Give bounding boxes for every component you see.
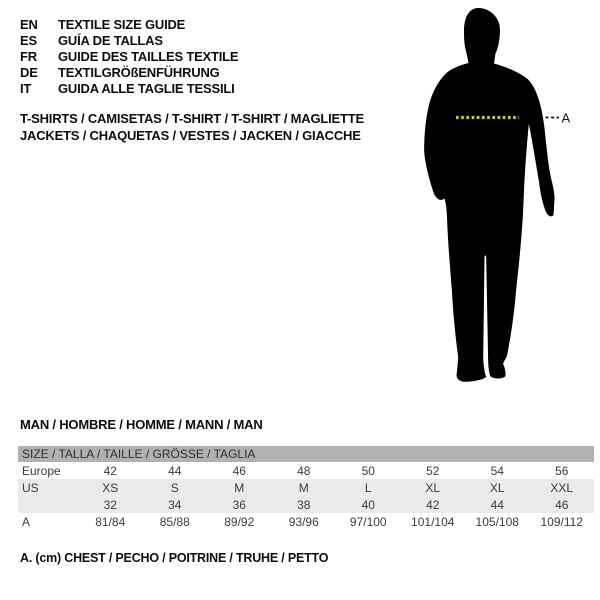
table-cell: 46 [555,497,569,512]
list-item [20,48,238,64]
table-cell: 38 [297,497,311,512]
list-item [20,64,238,80]
language-title: GUÍA DE TALLAS [58,32,163,48]
table-cell: 85/88 [159,514,190,529]
table-row-us [18,479,594,496]
language-code: IT [20,80,32,96]
row-label: US [22,480,39,495]
table-cell: 46 [232,463,246,478]
language-code: FR [20,48,37,64]
table-cell: 81/84 [95,514,126,529]
section-title-man: MAN / HOMBRE / HOMME / MANN / MAN [20,417,263,432]
table-cell: 42 [103,463,117,478]
table-row-eu-numeric [18,496,594,513]
table-cell: 89/92 [224,514,255,529]
table-cell: XS [102,480,119,495]
table-cell: 105/108 [475,514,519,529]
man-silhouette [424,8,554,382]
row-label: Europe [22,463,61,478]
table-row-europe [18,462,594,479]
language-title: TEXTILE SIZE GUIDE [58,16,186,32]
table-cell: 52 [426,463,440,478]
measure-label-a: A [561,110,571,126]
table-cell: 36 [232,497,246,512]
language-code: ES [20,32,37,48]
list-item [20,80,238,96]
language-title: TEXTILGRÖßENFÜHRUNG [58,64,220,80]
table-cell: 97/100 [349,514,387,529]
table-cell: S [170,480,179,495]
measurement-footnote: A. (cm) CHEST / PECHO / POITRINE / TRUHE / PETTO [20,551,329,565]
table-cell: 32 [103,497,117,512]
size-table-header: SIZE / TALLA / TAILLE / GRÖSSE / TAGLIA [18,446,594,462]
table-cell: 109/112 [540,514,583,529]
table-cell: XL [425,480,441,495]
table-cell: M [298,480,309,495]
language-list [20,16,238,96]
list-item [20,32,238,48]
man-silhouette-figure [415,5,580,385]
language-code: DE [20,64,38,80]
table-cell: 44 [168,463,182,478]
table-cell: M [234,480,245,495]
size-table [18,446,594,530]
table-cell: 40 [361,497,375,512]
language-title: GUIDE DES TAILLES TEXTILE [58,48,239,64]
garment-categories [20,110,364,144]
table-cell: 54 [490,463,504,478]
table-row-chest [18,513,594,530]
language-code: EN [20,16,38,32]
table-cell: L [364,480,372,495]
table-cell: XXL [550,480,574,495]
table-cell: 50 [361,463,375,478]
table-cell: XL [489,480,505,495]
category-tshirts: T-SHIRTS / CAMISETAS / T-SHIRT / T-SHIRT / MAGLIETTE [20,111,364,126]
language-title: GUIDA ALLE TAGLIE TESSILI [58,80,235,96]
category-jackets: JACKETS / CHAQUETAS / VESTES / JACKEN / GIACCHE [20,128,361,143]
table-cell: 101/104 [411,514,455,529]
list-item [20,16,238,32]
table-cell: 56 [555,463,569,478]
table-cell: 34 [168,497,182,512]
table-cell: 93/96 [288,514,319,529]
table-cell: 44 [490,497,504,512]
table-cell: 42 [426,497,440,512]
row-label: A [22,514,31,529]
table-cell: 48 [297,463,311,478]
